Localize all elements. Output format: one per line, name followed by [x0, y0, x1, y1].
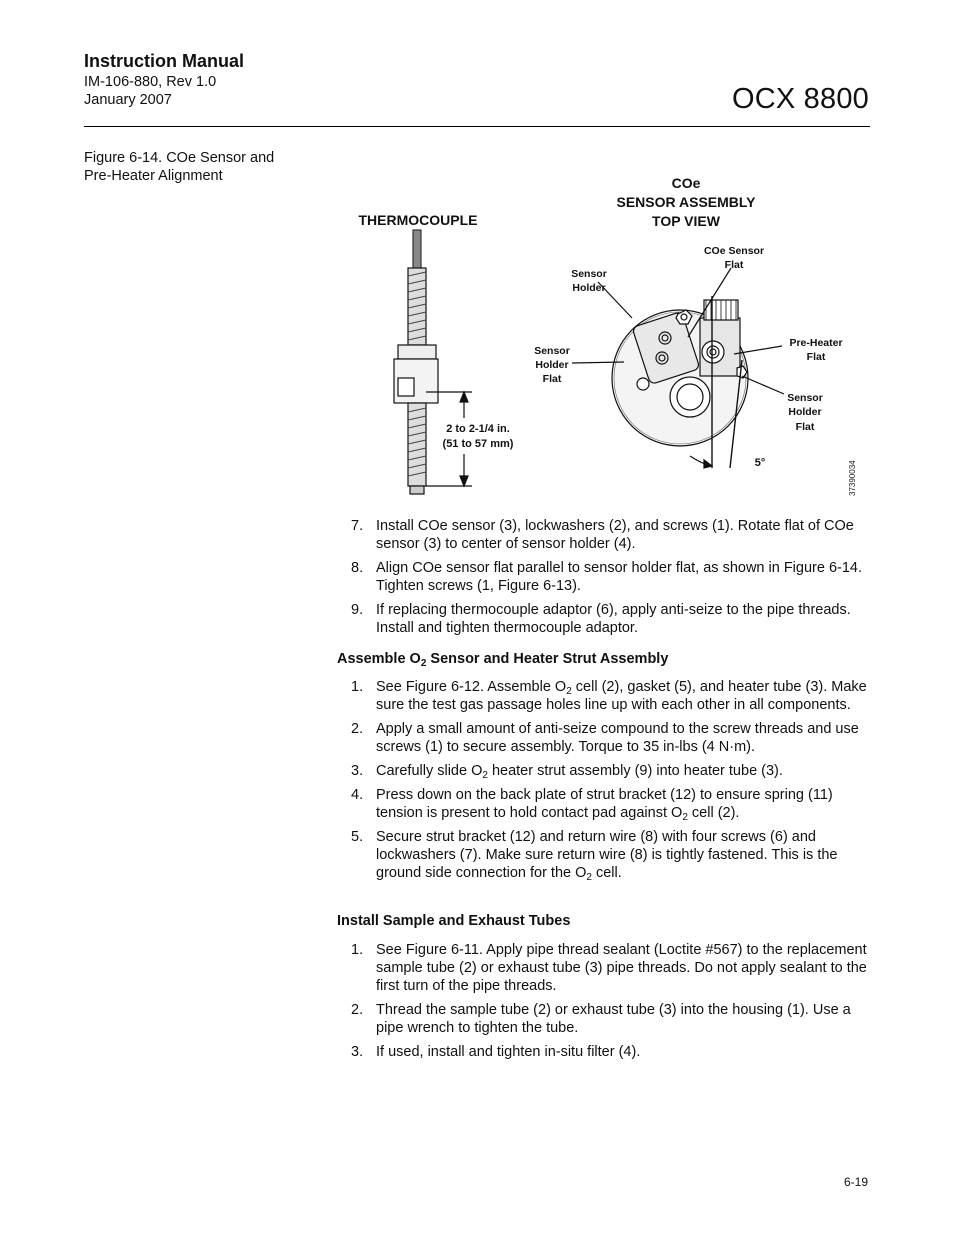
label-holder-flat-left-line2: Holder	[535, 359, 569, 371]
step-number: 9.	[351, 602, 364, 618]
label-sensor-holder-line1: Sensor	[571, 268, 607, 280]
document-date: January 2007	[84, 92, 172, 108]
step-number: 7.	[351, 518, 364, 534]
list-item	[337, 678, 872, 714]
header-divider	[84, 126, 870, 127]
step-text: If replacing thermocouple adaptor (6), apply anti-seize to the pipe threads. Install and tighten thermocouple adaptor.	[376, 602, 851, 636]
label-sensor-holder-line2: Holder	[572, 282, 606, 294]
step-number: 1.	[351, 679, 364, 695]
label-preheater-line2: Flat	[806, 351, 826, 363]
figure-caption	[84, 150, 314, 185]
step-number: 3.	[351, 763, 364, 779]
drawing-id: 37390034	[848, 460, 857, 496]
label-dimension-line2: (51 to 57 mm)	[442, 438, 514, 450]
list-item	[337, 941, 872, 995]
step-text: Carefully slide $O_2$ heater strut assembly (9) into heater tube (3).	[376, 763, 783, 781]
sensor-assembly-drawing	[572, 268, 784, 468]
step-number: 3.	[351, 1044, 364, 1060]
manual-title: Instruction Manual	[84, 51, 245, 71]
list-item	[337, 601, 872, 637]
step-number: 4.	[351, 787, 364, 803]
thermocouple-drawing	[394, 230, 472, 494]
step-text: Align COe sensor flat parallel to sensor holder flat, as shown in Figure 6-14. Tighten screws (1, Figure 6-13).	[376, 560, 862, 594]
sample-tube-steps	[337, 941, 872, 1067]
list-item	[337, 1043, 872, 1061]
label-dimension-line1: 2 to 2-1/4 in.	[446, 423, 510, 435]
figure-caption-line2: Pre-Heater Alignment	[84, 167, 223, 184]
label-holder-flat-left-line3: Flat	[542, 373, 562, 385]
label-assembly-line2: SENSOR ASSEMBLY	[616, 194, 756, 210]
section-heading-o2-sensor: Assemble $O_2$ Sensor and Heater Strut Assembly	[337, 651, 669, 669]
label-holder-flat-right-line1: Sensor	[787, 392, 823, 404]
step-number: 1.	[351, 942, 364, 958]
list-item	[337, 762, 872, 780]
label-thermocouple: THERMOCOUPLE	[358, 212, 478, 228]
step-text: Apply a small amount of anti-seize compound to the screw threads and use screws (1) to secure assembly. Torque to 35 in-lbs (4 N·m).	[376, 721, 859, 755]
label-coe-flat-line2: Flat	[724, 259, 744, 271]
step-text: Secure strut bracket (12) and return wire (8) with four screws (6) and lockwashers (7). Make sure return wire (8) is tightly fastened. This is the ground side connection for the $O_2$ cell.	[376, 829, 838, 883]
list-item	[337, 1001, 872, 1037]
label-assembly-line1: COe	[671, 175, 701, 191]
label-assembly-line3: TOP VIEW	[652, 213, 720, 229]
step-text: See Figure 6-12. Assemble $O_2$ cell (2), gasket (5), and heater tube (3). Make sure the test gas passage holes line up with each other in all components.	[376, 679, 867, 713]
step-number: 2.	[351, 721, 364, 737]
label-preheater-line1: Pre-Heater	[789, 337, 843, 349]
step-text: If used, install and tighten in-situ filter (4).	[376, 1044, 641, 1060]
list-item	[337, 559, 872, 595]
sensor-alignment-figure	[330, 170, 870, 500]
label-holder-flat-right-line2: Holder	[788, 406, 822, 418]
label-angle: 5°	[754, 457, 766, 469]
step-text: See Figure 6-11. Apply pipe thread sealant (Loctite #567) to the replacement sample tube (2) or exhaust tube (3) pipe threads. Do not apply sealant to the first turn of the pipe threads.	[376, 942, 867, 994]
step-number: 2.	[351, 1002, 364, 1018]
step-text: Install COe sensor (3), lockwashers (2), and screws (1). Rotate flat of COe sensor (3) to center of sensor holder (4).	[376, 518, 854, 552]
section-heading-sample-tubes: Install Sample and Exhaust Tubes	[337, 913, 571, 929]
document-number: IM-106-880, Rev 1.0	[84, 74, 217, 90]
label-holder-flat-right-line3: Flat	[795, 421, 815, 433]
label-holder-flat-left-line1: Sensor	[534, 345, 570, 357]
page-number: 6-19	[843, 1175, 868, 1189]
list-item	[337, 828, 872, 882]
coe-sensor-steps	[337, 517, 872, 643]
o2-sensor-steps	[337, 678, 872, 888]
step-number: 8.	[351, 560, 364, 576]
label-coe-flat-line1: COe Sensor	[703, 245, 765, 257]
step-text: Press down on the back plate of strut bracket (12) to ensure spring (11) tension is present to hold contact pad against $O_2$ cell (2).	[376, 787, 833, 823]
product-name: OCX 8800	[731, 83, 869, 115]
list-item	[337, 720, 872, 756]
list-item	[337, 517, 872, 553]
list-item	[337, 786, 872, 822]
figure-caption-line1: Figure 6-14. COe Sensor and	[84, 150, 275, 166]
step-text: Thread the sample tube (2) or exhaust tube (3) into the housing (1). Use a pipe wrench to tighten the tube.	[376, 1002, 851, 1036]
step-number: 5.	[351, 829, 364, 845]
